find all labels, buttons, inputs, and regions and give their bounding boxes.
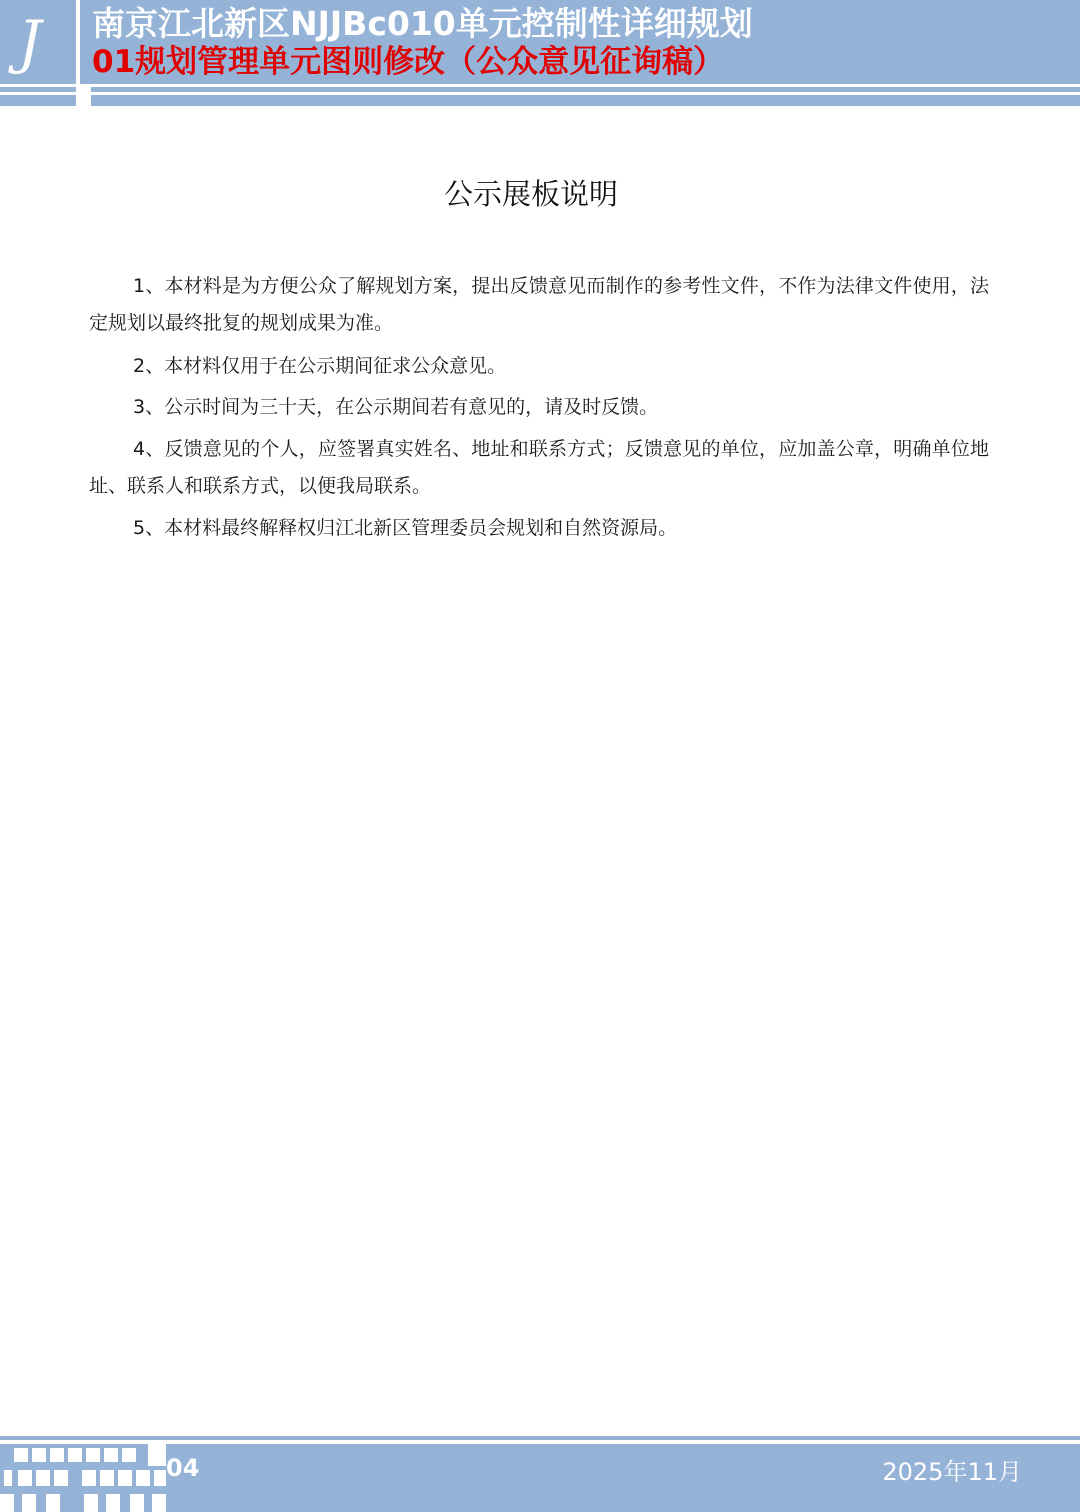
paragraph-1: 1、本材料是为方便公众了解规划方案，提出反馈意见而制作的参考性文件，不作为法律文件使用，法定规划以最终批复的规划成果为准。 (89, 275, 989, 334)
page-number: 04 (166, 1454, 200, 1482)
logo-letter: J (18, 8, 42, 76)
project-title: 南京江北新区NJJBc010单元控制性详细规划 (92, 4, 753, 43)
paragraph-2: 2、本材料仅用于在公示期间征求公众意见。 (133, 355, 507, 377)
footer-divider-line (0, 1436, 1080, 1440)
document-title: 公示展板说明 (443, 177, 618, 211)
header-divider-line (0, 87, 1080, 92)
logo (0, 0, 76, 84)
page-header (0, 0, 1080, 106)
logo-separator-notch (80, 84, 91, 106)
project-subtitle: 01规划管理单元图则修改（公众意见征询稿） (92, 44, 725, 80)
footer-checker-pattern (0, 1444, 166, 1512)
paragraph-4: 4、反馈意见的个人，应签署真实姓名、地址和联系方式；反馈意见的单位，应加盖公章，明确单位地址、联系人和联系方式，以便我局联系。 (89, 438, 989, 497)
paragraph-5: 5、本材料最终解释权归江北新区管理委员会规划和自然资源局。 (133, 517, 678, 539)
header-divider-band (0, 95, 1080, 106)
footer-date: 2025年11月 (882, 1458, 1022, 1486)
paragraph-3: 3、公示时间为三十天，在公示期间若有意见的，请及时反馈。 (133, 396, 659, 418)
